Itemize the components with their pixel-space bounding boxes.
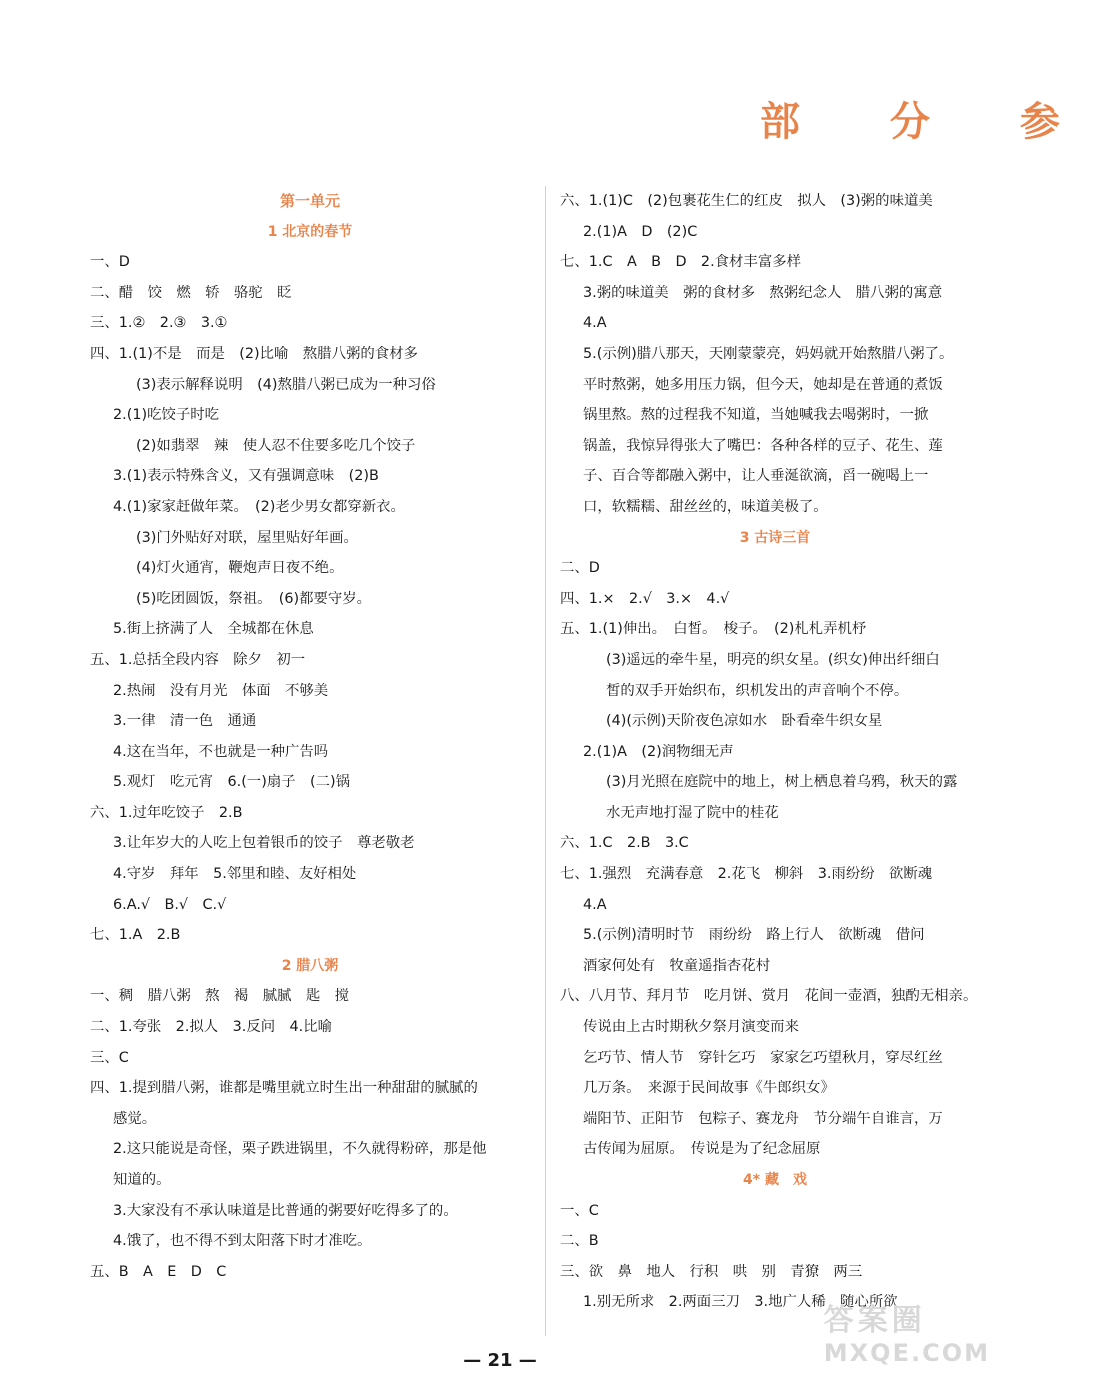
- answer-line: (5)吃团圆饭，祭祖。 (6)都要守岁。: [136, 590, 372, 607]
- watermark-url: MXQE.COM: [823, 1339, 990, 1367]
- answer-line: (4)灯火通宵，鞭炮声日夜不绝。: [136, 560, 344, 577]
- answer-line: 2.这只能说是奇怪，栗子跌进锅里，不久就得粉碎，那是他: [113, 1141, 487, 1158]
- answer-line: 6.A.√ B.√ C.√: [113, 896, 227, 913]
- answer-line: 5.街上挤满了人 全城都在休息: [113, 621, 314, 638]
- answer-line: 四、1.× 2.√ 3.× 4.√: [560, 590, 730, 607]
- answer-line: 皙的双手开始织布，织机发出的声音响个不停。: [606, 682, 909, 699]
- answer-line: 五、B A E D C: [90, 1263, 227, 1280]
- answer-line: 传说由上古时期秋夕祭月演变而来: [583, 1019, 799, 1036]
- answer-line: 2.热闹 没有月光 体面 不够美: [113, 682, 329, 699]
- answer-line: 锅盖，我惊异得张大了嘴巴：各种各样的豆子、花生、莲: [583, 437, 943, 454]
- answer-line: 几万条。 来源于民间故事《牛郎织女》: [583, 1080, 835, 1097]
- answer-line: 3.粥的味道美 粥的食材多 熬粥纪念人 腊八粥的寓意: [583, 284, 943, 301]
- answer-line: 五、1.总括全段内容 除夕 初一: [90, 651, 306, 668]
- answer-line: 3.(1)表示特殊含义，又有强调意味 (2)B: [113, 468, 379, 485]
- answer-line: 古传闻为屈原。 传说是为了纪念屈原: [583, 1141, 821, 1158]
- answer-line: 1.别无所求 2.两面三刀 3.地广人稀 随心所欲: [583, 1294, 898, 1311]
- answer-line: 二、1.夸张 2.拟人 3.反问 4.比喻: [90, 1019, 332, 1036]
- answer-line: 口，软糯糯、甜丝丝的，味道美极了。: [583, 498, 828, 515]
- answer-line: 4.这在当年，不也就是一种广告吗: [113, 743, 329, 760]
- answer-line: 子、百合等都融入粥中，让人垂涎欲滴，舀一碗喝上一: [583, 468, 929, 485]
- answer-line: 酒家何处有 牧童遥指杏花村: [583, 957, 771, 974]
- answer-line: 2.(1)吃饺子时吃: [113, 407, 220, 424]
- answer-line: 一、C: [560, 1202, 599, 1219]
- unit-heading: 第一单元: [279, 192, 340, 210]
- answer-line: 七、1.C A B D 2.食材丰富多样: [560, 254, 801, 271]
- answer-line: 4.A: [583, 896, 607, 913]
- lesson-heading: 3 古诗三首: [739, 529, 811, 546]
- answer-line: 2.(1)A (2)润物细无声: [583, 743, 734, 760]
- answer-line: 4.守岁 拜年 5.邻里和睦、友好相处: [113, 866, 357, 883]
- section-banner: 部 分 参: [760, 98, 1098, 145]
- lesson-heading: 4* 藏 戏: [743, 1172, 807, 1188]
- watermark-text: 答案圈: [823, 1303, 926, 1338]
- answer-line: 水无声地打湿了院中的桂花: [606, 804, 779, 821]
- answer-line: 端阳节、正阳节 包粽子、赛龙舟 节分端午自谁言，万: [583, 1110, 943, 1127]
- answer-line: 2.(1)A D (2)C: [583, 223, 698, 240]
- lesson-heading: 1 北京的春节: [267, 223, 353, 240]
- answer-line: 乞巧节、情人节 穿针乞巧 家家乞巧望秋月，穿尽红丝: [583, 1049, 943, 1066]
- lesson-heading: 2 腊八粥: [281, 957, 339, 974]
- answer-line: 三、欲 鼻 地人 行积 哄 别 青獠 两三: [560, 1263, 863, 1280]
- answer-line: 五、1.(1)伸出。 白皙。 梭子。 (2)札札弄机杼: [560, 621, 867, 638]
- answer-line: 平时熬粥，她多用压力锅，但今天，她却是在普通的煮饭: [583, 376, 943, 393]
- answer-line: 知道的。: [113, 1172, 171, 1188]
- answer-line: 二、醋 饺 燃 轿 骆驼 眨: [90, 284, 292, 301]
- answer-line: (3)遥远的牵牛星，明亮的织女星。(织女)伸出纤细白: [606, 651, 940, 668]
- answer-line: 5.观灯 吃元宵 6.(一)扇子 (二)锅: [113, 774, 350, 791]
- watermark-logo: [824, 1295, 990, 1367]
- answer-line: 一、稠 腊八粥 熬 褐 腻腻 匙 搅: [90, 988, 350, 1005]
- answer-line: (4)(示例)天阶夜色凉如水 卧看牵牛织女星: [606, 713, 883, 730]
- answer-line: 六、1.C 2.B 3.C: [560, 835, 689, 852]
- answer-line: 二、B: [560, 1233, 599, 1250]
- answer-line: 4.(1)家家赶做年菜。 (2)老少男女都穿新衣。: [113, 498, 405, 515]
- answer-line: 四、1.(1)不是 而是 (2)比喻 熬腊八粥的食材多: [90, 345, 418, 362]
- answer-line: 5.(示例)清明时节 雨纷纷 路上行人 欲断魂 借问: [583, 927, 925, 944]
- page-number: — 21 —: [463, 1350, 537, 1371]
- answer-line: 六、1.(1)C (2)包裹花生仁的红皮 拟人 (3)粥的味道美: [560, 193, 933, 209]
- answer-line: 一、D: [90, 254, 130, 271]
- left-column: [90, 186, 530, 1287]
- answer-line: 感觉。: [113, 1110, 157, 1127]
- answer-line: (3)门外贴好对联，屋里贴好年画。: [136, 529, 358, 546]
- answer-line: 八、八月节、拜月节 吃月饼、赏月 花间一壶酒，独酌无相亲。: [560, 988, 978, 1005]
- answer-line: 锅里熬。熬的过程我不知道，当她喊我去喝粥时，一掀: [583, 407, 929, 424]
- answer-line: 七、1.强烈 充满春意 2.花飞 柳斜 3.雨纷纷 欲断魂: [560, 866, 933, 883]
- answer-line: 四、1.提到腊八粥，谁都是嘴里就立时生出一种甜甜的腻腻的: [90, 1080, 478, 1097]
- answer-line: 七、1.A 2.B: [90, 927, 181, 944]
- answer-line: 4.饿了，也不得不到太阳落下时才准吃。: [113, 1233, 372, 1250]
- answer-line: 二、D: [560, 560, 600, 577]
- column-divider: [545, 186, 546, 1336]
- answer-line: 3.一律 清一色 通通: [113, 713, 257, 730]
- answer-line: 3.让年岁大的人吃上包着银币的饺子 尊老敬老: [113, 835, 415, 852]
- answer-line: (3)月光照在庭院中的地上，树上栖息着乌鸦，秋天的露: [606, 774, 958, 791]
- answer-line: (3)表示解释说明 (4)熬腊八粥已成为一种习俗: [136, 376, 436, 393]
- answer-line: 4.A: [583, 315, 607, 332]
- answer-line: 5.(示例)腊八那天，天刚蒙蒙亮，妈妈就开始熬腊八粥了。: [583, 345, 954, 362]
- right-column: [560, 186, 990, 1318]
- answer-line: (2)如翡翠 辣 使人忍不住要多吃几个饺子: [136, 437, 416, 454]
- answer-line: 3.大家没有不承认味道是比普通的粥要好吃得多了的。: [113, 1202, 458, 1219]
- answer-line: 三、1.② 2.③ 3.①: [90, 315, 228, 332]
- answer-line: 六、1.过年吃饺子 2.B: [90, 804, 243, 821]
- answer-line: 三、C: [90, 1049, 129, 1066]
